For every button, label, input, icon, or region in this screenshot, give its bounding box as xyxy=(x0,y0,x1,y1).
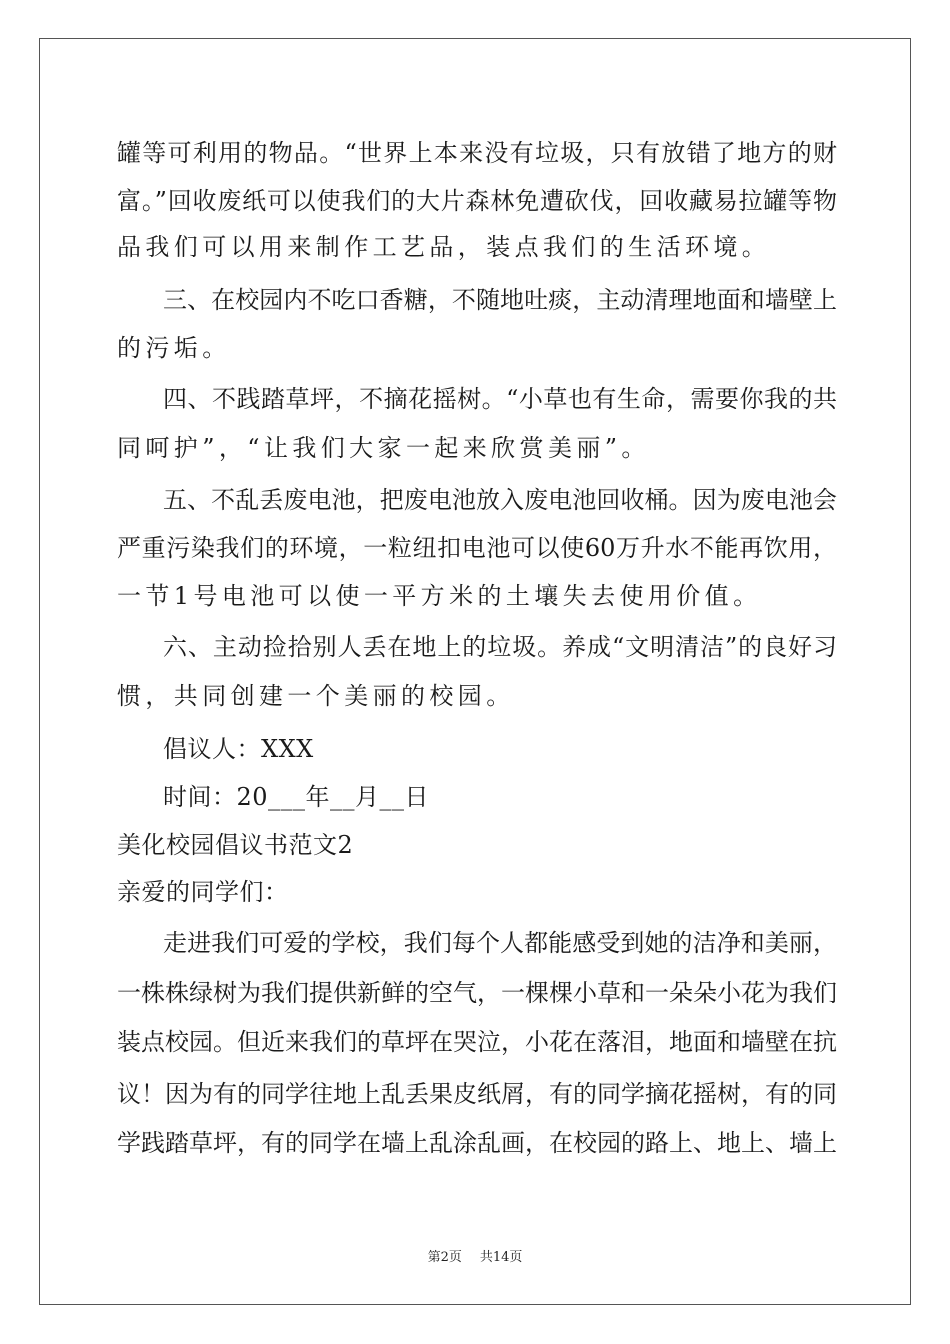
date-line: 时间：20___年__月__日 xyxy=(163,783,430,811)
section-title: 美化校园倡议书范文2 xyxy=(117,831,354,859)
body-line: 罐等可利用的物品。“世界上本来没有垃圾，只有放错了地方的财 xyxy=(117,139,837,167)
body-line: 一节1号电池可以使一平方米的土壤失去使用价值。 xyxy=(117,582,762,610)
body-line: 品我们可以用来制作工艺品，装点我们的生活环境。 xyxy=(117,233,771,261)
body-line: 走进我们可爱的学校，我们每个人都能感受到她的洁净和美丽， xyxy=(163,929,837,957)
body-line: 的污垢。 xyxy=(117,334,231,362)
salutation: 亲爱的同学们： xyxy=(117,878,289,906)
body-line: 一株株绿树为我们提供新鲜的空气，一棵棵小草和一朵朵小花为我们 xyxy=(117,979,837,1007)
page-footer xyxy=(0,1246,950,1265)
body-line: 五、不乱丢废电池，把废电池放入废电池回收桶。因为废电池会 xyxy=(163,486,837,514)
page-number: 第2页 xyxy=(427,1250,462,1265)
body-line: 学践踏草坪，有的同学在墙上乱涂乱画，在校园的路上、地上、墙上 xyxy=(117,1129,837,1157)
body-line: 富。”回收废纸可以使我们的大片森林免遭砍伐，回收藏易拉罐等物 xyxy=(117,187,837,215)
body-line: 四、不践踏草坪，不摘花摇树。“小草也有生命，需要你我的共 xyxy=(163,385,837,413)
body-line: 六、主动捡拾别人丢在地上的垃圾。养成“文明清洁”的良好习 xyxy=(163,633,837,661)
body-line: 议！因为有的同学往地上乱丢果皮纸屑，有的同学摘花摇树，有的同 xyxy=(117,1080,837,1108)
body-line: 装点校园。但近来我们的草坪在哭泣，小花在落泪，地面和墙壁在抗 xyxy=(117,1028,837,1056)
body-line: 三、在校园内不吃口香糖，不随地吐痰，主动清理地面和墙壁上 xyxy=(163,286,837,314)
body-line: 严重污染我们的环境，一粒纽扣电池可以使60万升水不能再饮用， xyxy=(117,534,837,562)
initiator-line: 倡议人：XXX xyxy=(163,735,314,763)
page-total: 共14页 xyxy=(479,1250,523,1265)
body-line: 同呵护”，“让我们大家一起来欣赏美丽”。 xyxy=(117,434,650,462)
page-border xyxy=(39,38,911,1305)
body-line: 惯，共同创建一个美丽的校园。 xyxy=(117,682,515,710)
